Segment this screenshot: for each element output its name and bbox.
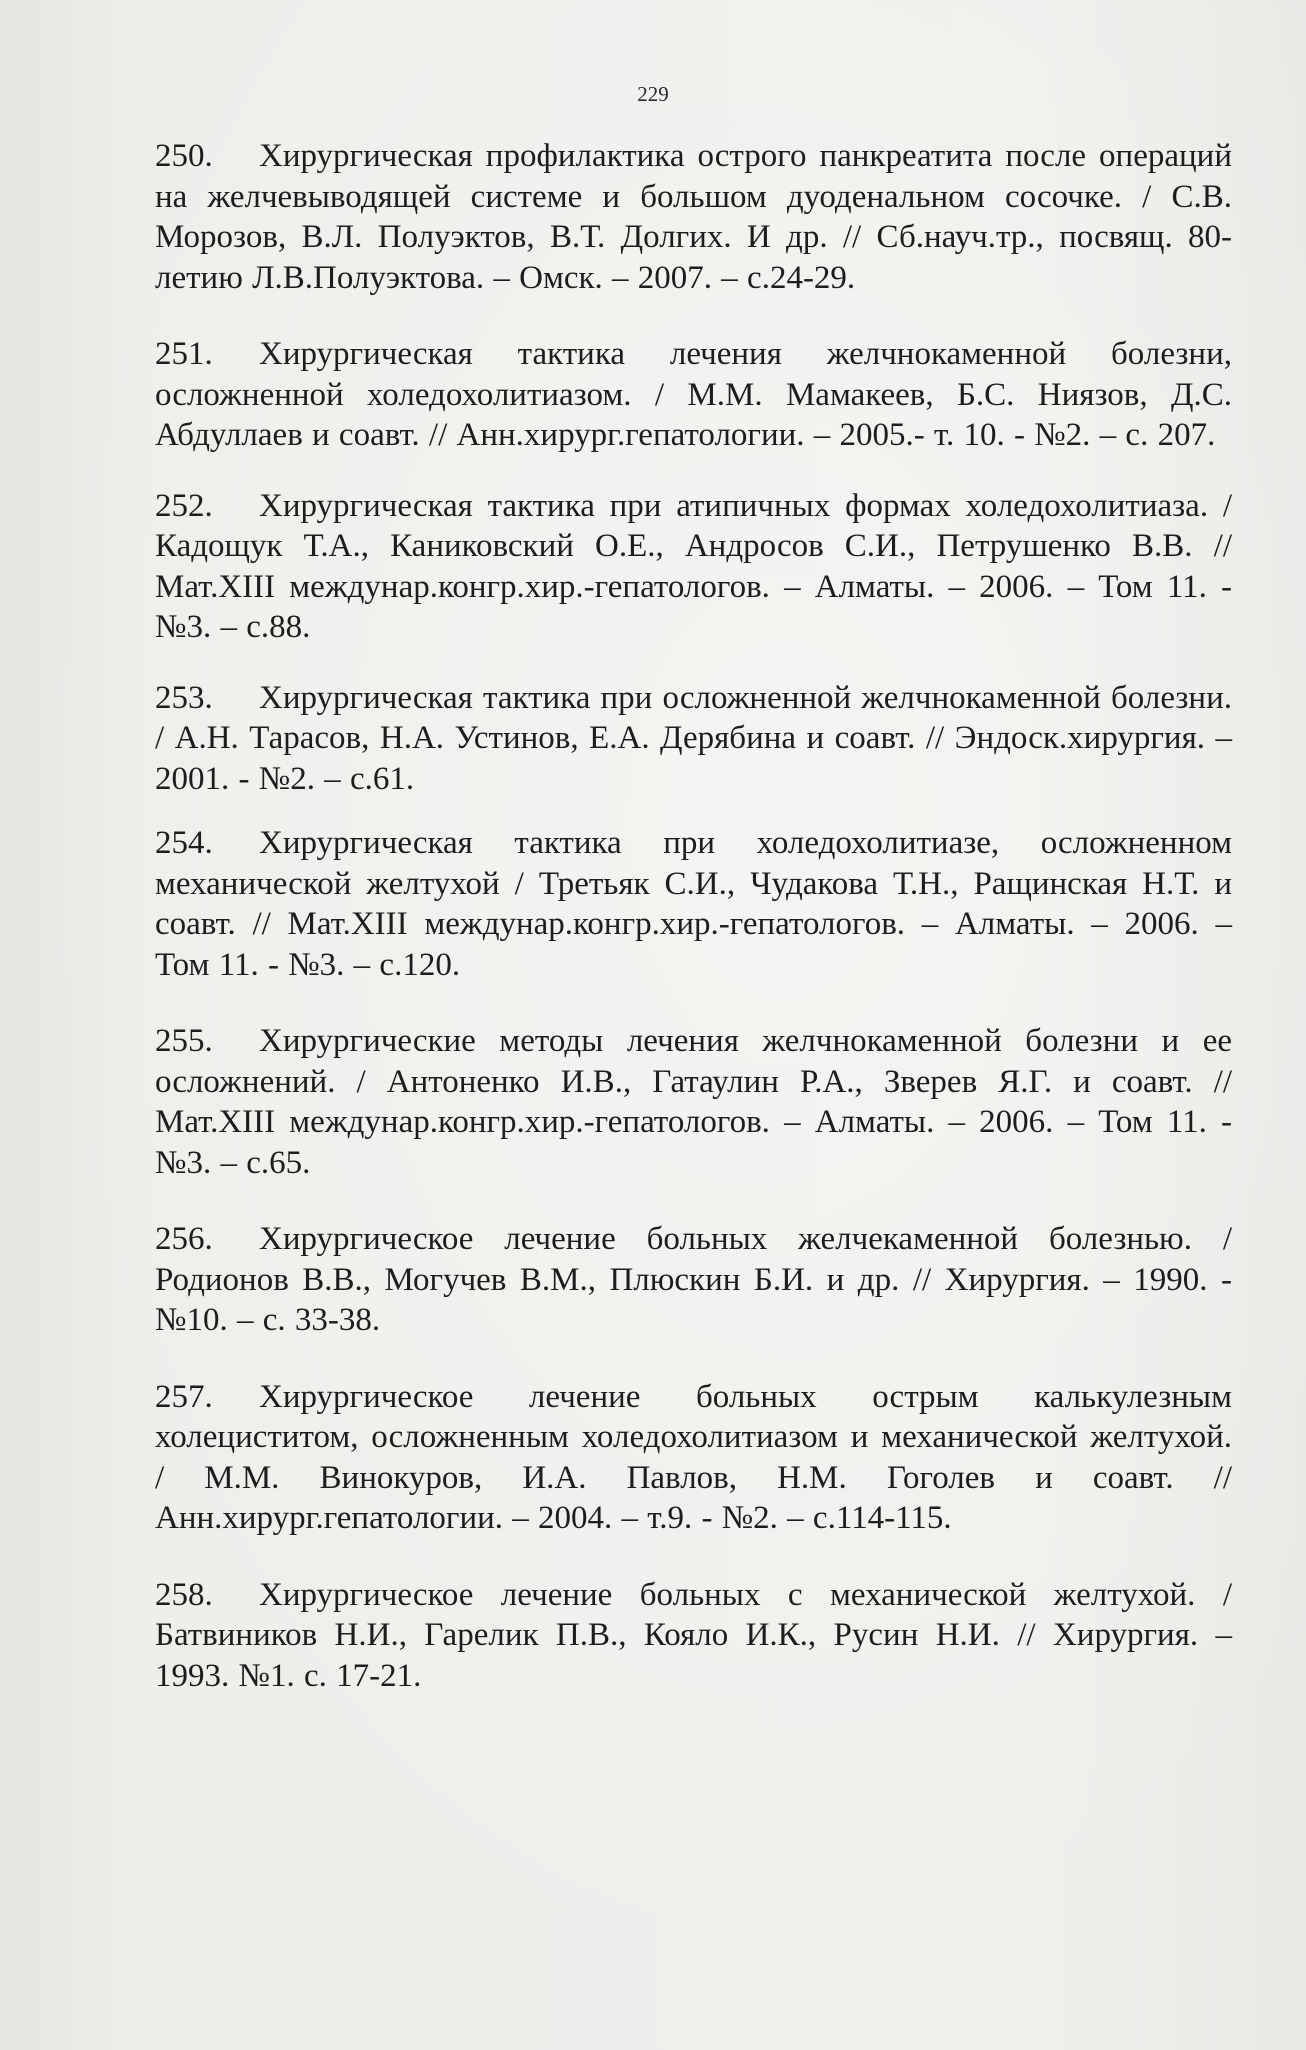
- reference-text: Хирургическая тактика при холедохолитиазе, осложненном механической желтухой / Третьяк С.И., Чудакова Т.Н., Ращинская Н.Т. и соавт. // Мат.XIII междунар.конгр.хир.-гепатологов. – Алматы. – 2006. – Том 11. - №3. – с.120.: [155, 825, 1232, 983]
- reference-entry-258: [155, 1575, 1232, 1697]
- reference-entry-253: [155, 678, 1232, 800]
- reference-number: 256.: [155, 1221, 213, 1257]
- reference-text: Хирургическая тактика при осложненной желчнокаменной болезни. / А.Н. Тарасов, Н.А. Устинов, Е.А. Дерябина и соавт. // Эндоск.хирургия. – 2001. - №2. – с.61.: [155, 679, 1232, 797]
- reference-number: 250.: [155, 138, 213, 174]
- reference-text: Хирургические методы лечения желчнокаменной болезни и ее осложнений. / Антоненко И.В., Гатаулин Р.А., Зверев Я.Г. и соавт. // Мат.XIII междунар.конгр.хир.-гепатологов. – Алматы. – 2006. – Том 11. - №3. – с.65.: [155, 1023, 1232, 1181]
- reference-number: 253.: [155, 679, 213, 716]
- reference-text: Хирургическая профилактика острого панкреатита после операций на желчевыводящей системе и большом дуоденальном сосочке. / С.В. Морозов, В.Л. Полуэктов, В.Т. Долгих. И др. // Сб.науч.тр., посвящ. 80-летию Л.В.Полуэктова. – Омск. – 2007. – с.24-29.: [155, 138, 1232, 296]
- page-number: 229: [637, 82, 669, 106]
- reference-text: Хирургическое лечение больных желчекаменной болезнью. / Родионов В.В., Могучев В.М., Плюскин Б.И. и др. // Хирургия. – 1990. - №10. – с. 33-38.: [155, 1221, 1232, 1338]
- reference-entry-250: [155, 136, 1232, 298]
- reference-entry-254: [155, 823, 1232, 985]
- reference-entry-257: [155, 1377, 1232, 1539]
- reference-entry-251: [155, 334, 1232, 456]
- reference-text: Хирургическое лечение больных острым калькулезным холециститом, осложненным холедохолитиазом и механической желтухой. / М.М. Винокуров, И.А. Павлов, Н.М. Гоголев и соавт. // Анн.хирург.гепатологии. – 2004. – т.9. - №2. – с.114-115.: [155, 1378, 1232, 1536]
- reference-number: 251.: [155, 336, 213, 372]
- reference-list: [155, 136, 1232, 1696]
- reference-number: 258.: [155, 1576, 213, 1613]
- reference-text: Хирургическая тактика при атипичных формах холедохолитиаза. / Кадощук Т.А., Каниковский О.Е., Андросов С.И., Петрушенко В.В. // Мат.XIII междунар.конгр.хир.-гепатологов. – Алматы. – 2006. – Том 11. - №3. – с.88.: [155, 487, 1232, 645]
- reference-number: 257.: [155, 1378, 213, 1415]
- reference-text: Хирургическая тактика лечения желчнокаменной болезни, осложненной холедохолитиазом. / М.М. Мамакеев, Б.С. Ниязов, Д.С. Абдуллаев и соавт. // Анн.хирург.гепатологии. – 2005.- т. 10. - №2. – с. 207.: [155, 336, 1232, 453]
- reference-number: 254.: [155, 825, 213, 861]
- reference-entry-256: [155, 1219, 1232, 1341]
- reference-text: Хирургическое лечение больных с механической желтухой. / Батвиников Н.И., Гарелик П.В., Кояло И.К., Русин Н.И. // Хирургия. – 1993. №1. с. 17-21.: [155, 1576, 1232, 1694]
- reference-number: 255.: [155, 1023, 213, 1059]
- reference-entry-255: [155, 1021, 1232, 1183]
- reference-entry-252: [155, 486, 1232, 648]
- reference-number: 252.: [155, 487, 213, 524]
